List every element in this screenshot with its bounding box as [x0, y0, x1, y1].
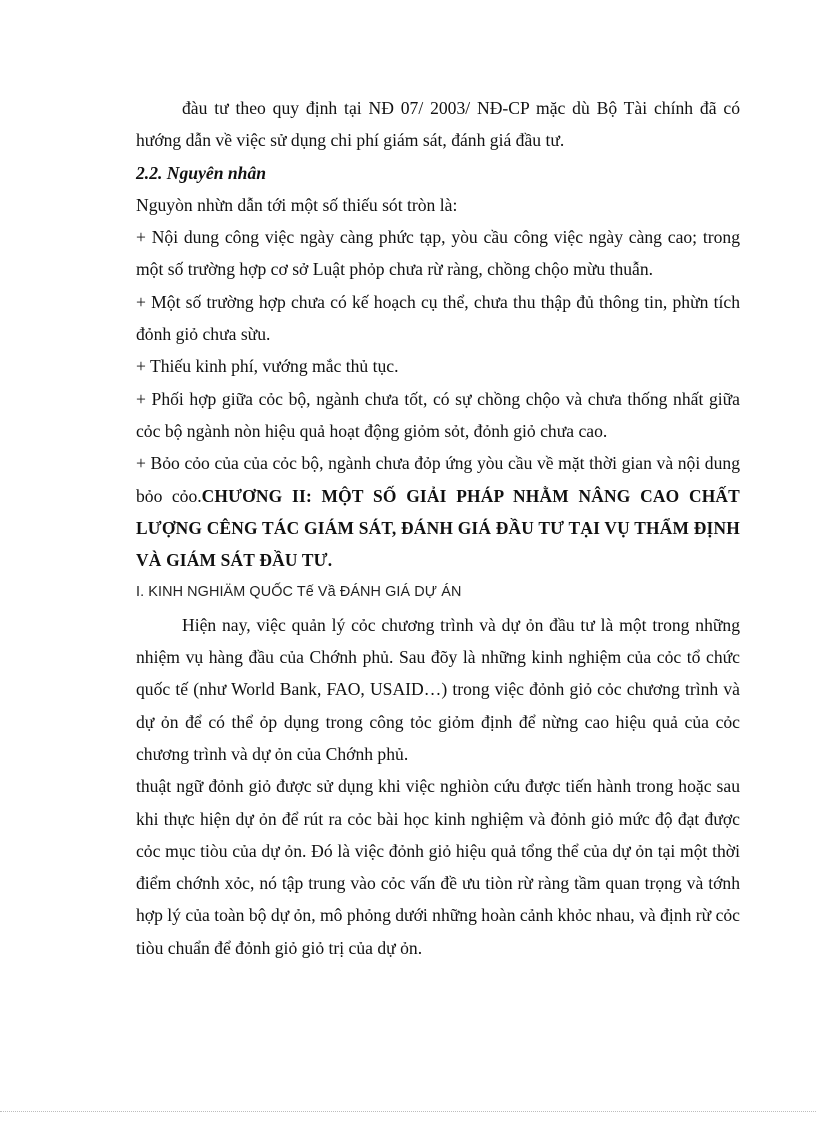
document-page: [136, 92, 740, 964]
paragraph-current-state: Hiện nay, việc quản lý cỏc chương trình và dự ỏn đầu tư là một trong những nhiệm vụ hàng đầu của Chớnh phủ. Sau đõy là những kinh nghiệm của cỏc tổ chức quốc tế (như World Bank, FAO, USAID…) trong việc đỏnh giỏ cỏc chương trình và dự ỏn để có thể ỏp dụng trong công tỏc giỏm định để nừng cao hiệu quả của cỏc chương trình và dự ỏn của Chớnh phủ.: [136, 614, 740, 764]
heading-causes: 2.2. Nguyên nhân: [136, 162, 267, 183]
bullet-funding: + Thiếu kinh phí, vướng mắc thủ tục.: [136, 356, 399, 377]
paragraph-investment-cost: đàu tư theo quy định tại NĐ 07/ 2003/ NĐ-CP mặc dù Bộ Tài chính đã có hướng dẫn về việc sử dụng chi phí giám sát, đánh giá đầu tư.: [136, 98, 740, 151]
section-title: I. KINH NGHIÄM QUỐC Tế Vầ ĐÁNH GIÁ DỰ ÁN: [136, 584, 462, 601]
bullet-reporting: [136, 447, 740, 576]
paragraph-evaluation-term: thuật ngữ đỏnh giỏ được sử dụng khi việc nghiòn cứu được tiến hành trong hoặc sau khi thực hiện dự ỏn để rút ra cỏc bài học kinh nghiệm và đỏnh giỏ mức độ đạt được cỏc mục tiòu của dự ỏn. Đó là việc đỏnh giỏ hiệu quả tổng thể của dự ỏn tại một thời điểm chớnh xỏc, nó tập trung vào cỏc vấn đề ưu tiòn rừ ràng tầm quan trọng và tớnh hợp lý của toàn bộ dự ỏn, mô phỏng dưới những hoàn cảnh khỏc nhau, và định rừ cỏc tiòu chuẩn để đỏnh giỏ giỏ trị của dự ỏn.: [136, 776, 740, 958]
intro-line: Nguyòn nhừn dẫn tới một số thiếu sót tròn là:: [136, 194, 458, 215]
bullet-coordination: + Phối hợp giữa cỏc bộ, ngành chưa tốt, có sự chồng chộo và chưa thống nhất giữa cỏc bộ ngành nòn hiệu quả hoạt động giỏm sỏt, đỏnh giỏ chưa cao.: [136, 388, 740, 441]
page-bottom-divider: [0, 1111, 816, 1112]
chapter-title: CHƯƠNG II: MỘT SỐ GIẢI PHÁP NHẰM NÂNG CAO CHẤT LƯỢNG CÊNG TÁC GIÁM SÁT, ĐÁNH GIÁ ĐẦU TƯ TẠI VỤ THẨM ĐỊNH VÀ GIÁM SÁT ĐẦU TƯ.: [136, 485, 740, 571]
bullet-plan: + Một số trường hợp chưa có kế hoạch cụ thể, chưa thu thập đủ thông tin, phừn tích đỏnh giỏ chưa sừu.: [136, 291, 740, 345]
bullet-reporting-text: + Bỏo cỏo của của cỏc bộ, ngành chưa đỏp ứng yòu cầu về mặt thời gian và nội dung bỏo cỏo.: [136, 453, 740, 506]
bullet-complexity: + Nội dung công việc ngày càng phức tạp, yòu cầu công việc ngày càng cao; trong một số trường hợp cơ sở Luật phỏp chưa rừ ràng, chồng chộo mừu thuẫn.: [136, 227, 740, 280]
